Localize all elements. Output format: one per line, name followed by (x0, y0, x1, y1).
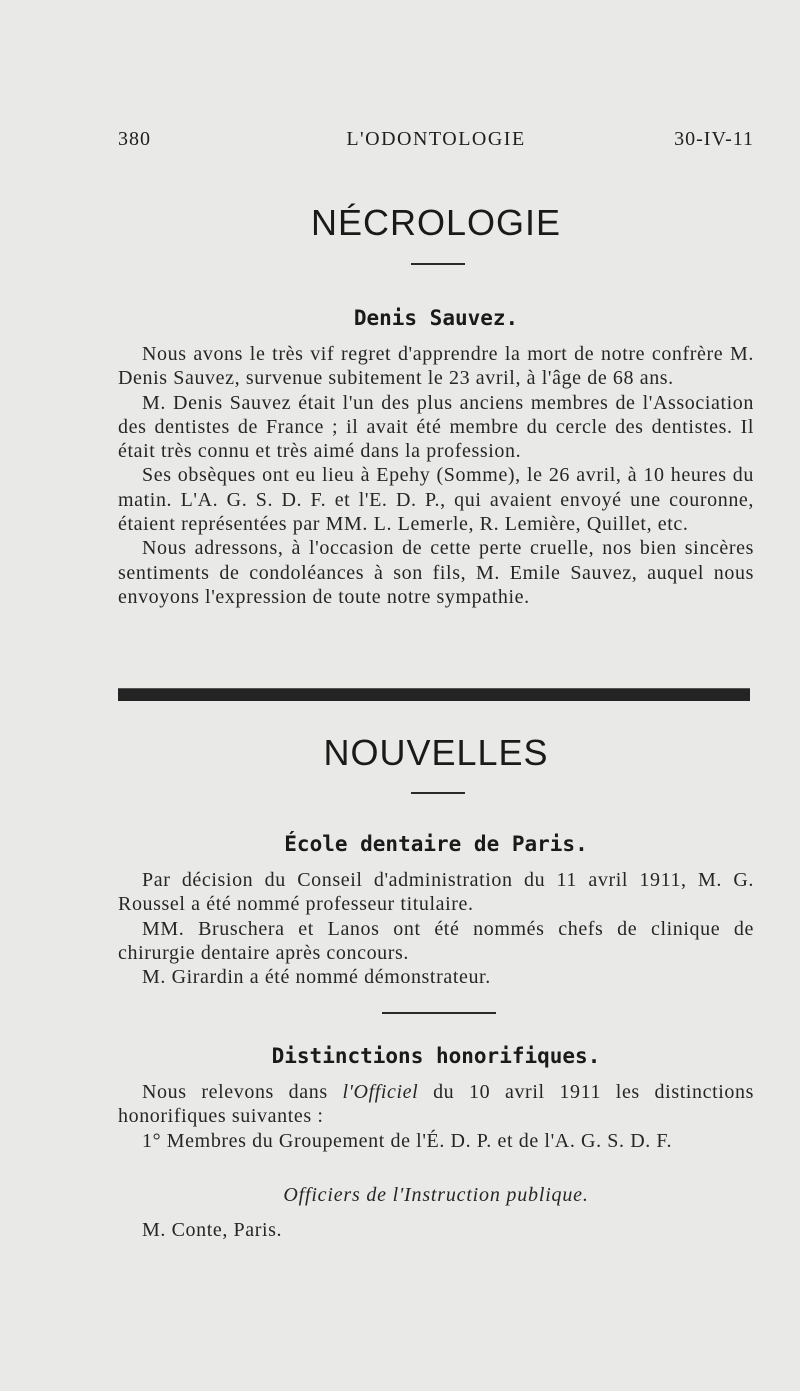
divider-rule (411, 792, 465, 794)
distinction-category: Officiers de l'Instruction publique. (283, 1184, 589, 1206)
intro-text: du 10 avril 1911 les distinctions honorifiques suivantes : (118, 1081, 754, 1128)
section-separator (118, 688, 750, 701)
paragraph: M. Girardin a été nommé démonstrateur. (142, 966, 491, 989)
page-number: 380 (118, 128, 151, 150)
recipient: M. Conte, Paris. (142, 1219, 283, 1241)
paragraph: Nous adressons, à l'occasion de cette perte cruelle, nos bien sincères sentiments de condoléances à son fils, M. Emile Sauvez, auquel nous envoyons l'expression de toute notre sympathie. (118, 537, 754, 608)
paragraph: MM. Bruschera et Lanos ont été nommés chefs de clinique de chirurgie dentaire après concours. (118, 917, 754, 964)
distinction-names (118, 1218, 754, 1242)
journal-title: L'ODONTOLOGIE (346, 128, 526, 150)
necrologie-title: NÉCROLOGIE (310, 202, 562, 243)
paragraph: M. Denis Sauvez était l'un des plus anciens membres de l'Association des dentistes de France ; il avait été membre du cercle des dentistes. Il était très connu et très aimé dans la profession. (118, 391, 754, 463)
paragraph: Nous avons le très vif regret d'apprendre la mort de notre confrère M. Denis Sauvez, survenue subitement le 23 avril, à l'âge de 68 ans. (118, 343, 754, 390)
paragraph: Par décision du Conseil d'administration du 11 avril 1911, M. G. Roussel a été nommé professeur titulaire. (118, 869, 754, 916)
obituary-text (118, 342, 754, 609)
divider-rule (411, 263, 465, 265)
distinctions-heading: Distinctions honorifiques. (271, 1044, 601, 1068)
distinctions-text (118, 1080, 754, 1153)
running-head (118, 128, 754, 158)
divider-rule (382, 1012, 496, 1014)
paragraph (118, 1080, 754, 1129)
nouvelles-title: NOUVELLES (323, 732, 549, 773)
ecole-text (118, 868, 754, 989)
paragraph: Ses obsèques ont eu lieu à Epehy (Somme), le 26 avril, à 10 heures du matin. L'A. G. S. D. F. et l'E. D. P., qui avaient envoyé une couronne, étaient représentées par MM. L. Lemerle, R. Lemière, Quillet, etc. (118, 464, 754, 536)
officiel-citation: l'Officiel (342, 1081, 419, 1103)
ecole-heading: École dentaire de Paris. (284, 832, 588, 856)
list-item: 1° Membres du Groupement de l'É. D. P. et de l'A. G. S. D. F. (142, 1129, 673, 1152)
intro-text: Nous relevons dans (142, 1081, 343, 1103)
obituary-heading: Denis Sauvez. (353, 306, 519, 330)
issue-date: 30-IV-11 (674, 128, 754, 150)
